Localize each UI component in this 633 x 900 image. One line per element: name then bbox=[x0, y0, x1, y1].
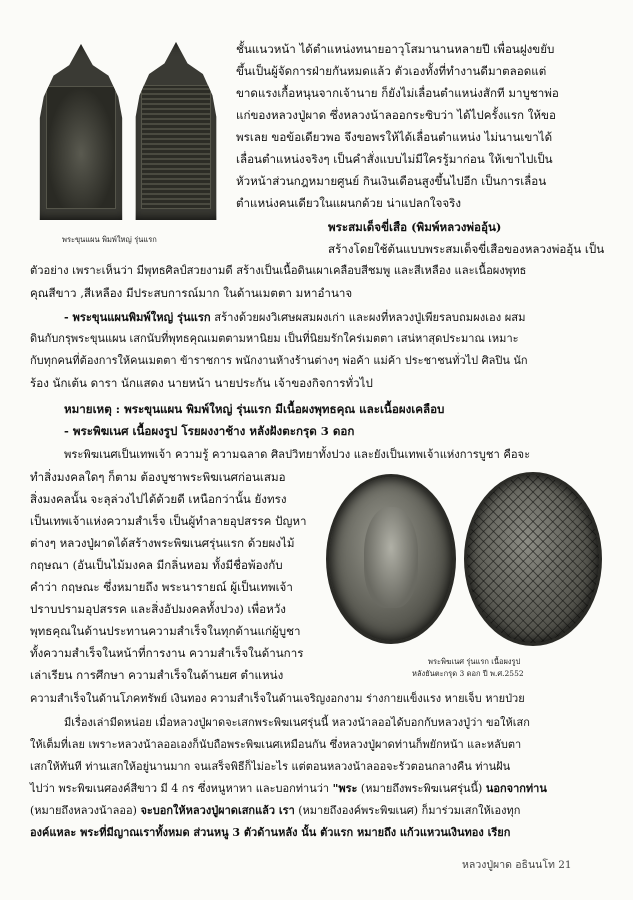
amulet-photo bbox=[28, 40, 224, 230]
para-2-line-1: สร้างโดยใช้ต้นแบบพระสมเด็จขี่เสือของหลวงพ่ออุ้น เป็น bbox=[328, 242, 605, 256]
quote-aside-2: (หมายถึงหลวงน้าลออ) bbox=[30, 804, 137, 817]
para-8: องค์แหละ พระที่มีญาณเราทั้งหมด ส่วนหนู 3 ตัวด้านหลัง นั้น ตัวแรก หมายถึง แก้วแหวนเงินทอง เรียก bbox=[30, 826, 511, 839]
para-4-line-6: คำว่า กฤษณะ ซึ่งหมายถึง พระนารายณ์ ผู้เป็นเทพเจ้า bbox=[30, 580, 293, 594]
quote-start: "พระ bbox=[332, 782, 358, 795]
amulet-front-image bbox=[32, 44, 130, 220]
para-4-line-1: ทำสิ่งมงคลใดๆ ก็ตาม ต้องบูชาพระพิฆเนศก่อนเสมอ bbox=[30, 470, 286, 484]
para-1-line-5: พรเลย ขอข้อเดียวพอ จึงขอพรให้ได้เลื่อนตำแหน่ง ไม่นานเขาได้ bbox=[236, 130, 553, 144]
para-1-line-3: ขาดแรงเกื้อหนุนจากเจ้านาย ก็ยังไม่เลื่อนตำแหน่งสักที มาบูชาพ่อ bbox=[236, 86, 559, 100]
para-1-line-8: ตำแหน่งคนเดียวในแผนกด้วย น่าแปลกใจจริง bbox=[236, 196, 462, 210]
ganesha-caption-line-2: หลังยันตะกรุด 3 ดอก ปี พ.ศ.2552 bbox=[412, 669, 524, 678]
para-3-line-1: ดินกับกรุพระขุนแผน เสกนับที่พุทธคุณเมตตามหานิยม เป็นที่นิยมรักใคร่เมตตา เสน่หาสุดประมาณ เหมาะ bbox=[30, 332, 519, 345]
quote-part-2: นอกจากท่าน bbox=[485, 782, 547, 795]
ganesha-caption-line-1: พระพิฆเนศ รุ่นแรก เนื้อผงรูป bbox=[428, 657, 521, 666]
para-7-wrap bbox=[30, 800, 520, 822]
para-6-line-1: มีเรื่องเล่ามีดหน่อย เมื่อหลวงปู่ผาดจะเสกพระพิฆเนศรุ่นนี้ หลวงน้าลออได้บอกกับหลวงปู่ว่า ขอให้เสก bbox=[64, 716, 530, 729]
para-1-line-1: ชั้นแนวหน้า ได้ตำแหน่งทนายอาวุโสมานานหลายปี เพื่อนฝูงขยับ bbox=[236, 42, 555, 56]
quote-part-3: จะบอกให้หลวงปู่ผาดเสกแล้ว เรา bbox=[140, 804, 295, 817]
para-2-line-3: คุณสีขาว ,สีเหลือง มีประสบการณ์มาก ในด้านเมตตา มหาอำนาจ bbox=[30, 286, 353, 300]
page-number: 21 bbox=[558, 859, 572, 871]
khun-paen-line bbox=[64, 306, 526, 329]
para-1-line-4: แก่ของหลวงปู่ผาด ซึ่งหลวงน้าลออกระซิบว่า ได้ไปครั้งแรก ให้ขอ bbox=[236, 108, 556, 122]
para-3-line-3: ร้อง นักเต้น ดารา นักแสดง นายหน้า นายประกัน เจ้าของกิจการทั่วไป bbox=[30, 376, 373, 390]
para-4-line-7: ปราบปรามอุปสรรค และสิ่งอัปมงคลทั้งปวง) เพื่อหวัง bbox=[30, 602, 286, 616]
para-4-line-2: สิ่งมงคลนั้น จะลุล่วงไปได้ด้วยดี เหนือกว่านั้น ยังทรง bbox=[30, 492, 287, 506]
para-6-line-3: เสกให้ทันที ท่านเสกให้อยู่นานมาก จนเสร็จพิธีก็ไม่อะไร แต่ตอนหลวงน้าลออจะรัวตอนกลางคืน ท่านฝัน bbox=[30, 760, 511, 773]
para-3-line-2: กับทุกคนที่ต้องการให้คนเมตตา ข้าราชการ พนักงานห้างร้านต่างๆ พ่อค้า แม่ค้า ประชาชนทั่วไป ศิลปิน นัก bbox=[30, 354, 528, 367]
khun-paen-desc: สร้างด้วยผงวิเศษผสมผงเก่า และผงที่หลวงปู่เพียรลบถมผงเอง ผสม bbox=[210, 311, 526, 324]
quote-aside-1: (หมายถึงพระพิฆเนศรุ่นนี้) bbox=[360, 782, 483, 795]
para-5: ความสำเร็จในด้านโภคทรัพย์ เงินทอง ความสำเร็จในด้านเจริญงอกงาม ร่างกายแข็งแรง หายเจ็บ หายป่วย bbox=[30, 692, 525, 705]
ganesha-photo bbox=[322, 468, 612, 668]
heading-somdej: พระสมเด็จขี่เสือ (พิมพ์หลวงพ่ออุ้น) bbox=[328, 220, 502, 234]
para-4-line-5: กฤษณา (อันเป็นไม้มงคล มีกลิ่นหอม ทั้งมีชื่อพ้องกับ bbox=[30, 558, 283, 572]
footer-title: หลวงปู่ผาด อธินนโท bbox=[462, 859, 555, 871]
para-4-line-3: เป็นเทพเจ้าแห่งความสำเร็จ เป็นผู้ทำลายอุปสรรค ปัญหา bbox=[30, 514, 307, 528]
ganesha-front-image bbox=[326, 474, 456, 644]
para-2-line-2: ตัวอย่าง เพราะเห็นว่า มีพุทธศิลป์สวยงามดี สร้างเป็นเนื้อดินเผาเคลือบสีชมพู และสีเหลือง และเนื้อผงพุทธ bbox=[30, 264, 527, 277]
para-1-line-6: เลื่อนตำแหน่งจริงๆ เป็นคำสั่งแบบไม่มีใครรู้มาก่อน ให้เขาไปเป็น bbox=[236, 152, 553, 166]
para-4-line-4: ต่างๆ หลวงปู่ผาดได้สร้างพระพิฆเนศรุ่นแรก ด้วยผงไม้ bbox=[30, 536, 295, 550]
para-1-line-7: หัวหน้าส่วนกฎหมายศูนย์ กินเงินเดือนสูงขึ้นไปอีก เป็นการเลื่อน bbox=[236, 174, 547, 188]
amulet-back-image bbox=[128, 42, 224, 220]
amulet-caption: พระขุนแผน พิมพ์ใหญ่ รุ่นแรก bbox=[62, 235, 157, 244]
para-4-intro: พระพิฆเนศเป็นเทพเจ้า ความรู้ ความฉลาด ศิลปวิทยาทั้งปวง และยังเป็นเทพเจ้าแห่งการบูชา คือจะ bbox=[64, 448, 531, 461]
footer-running-title bbox=[462, 854, 572, 876]
quote-part-4: ก็มาร่วมเสกให้เองทุก bbox=[421, 804, 521, 817]
note-line: หมายเหตุ : พระขุนแผน พิมพ์ใหญ่ รุ่นแรก มีเนื้อผงพุทธคุณ และเนื้อผงเคลือบ bbox=[64, 402, 445, 416]
para-6-line-4: ไปว่า พระพิฆเนศองค์สีขาว มี 4 กร ซึ่งหนูหาหา และบอกท่านว่า bbox=[30, 782, 330, 795]
para-4-line-8: พุทธคุณในด้านประทานความสำเร็จในทุกด้านแก่ผู้บูชา bbox=[30, 624, 301, 638]
ganesha-back-image bbox=[464, 472, 602, 646]
para-6-line-4-wrap bbox=[30, 778, 547, 800]
para-4-line-10: เล่าเรียน การศึกษา ความสำเร็จในด้านยศ ตำแหน่ง bbox=[30, 668, 284, 682]
para-1-line-2: ขึ้นเป็นผู้จัดการฝ่ายกันหมดแล้ว ตัวเองทั้งที่ทำงานดีมาตลอดแต่ bbox=[236, 64, 547, 78]
heading-khun-paen: - พระขุนแผนพิมพ์ใหญ่ รุ่นแรก bbox=[64, 310, 211, 324]
heading-ganesha: - พระพิฆเนศ เนื้อผงรูป โรยผงงาช้าง หลังฝังตะกรุด 3 ดอก bbox=[64, 424, 355, 438]
quote-aside-3: (หมายถึงองค์พระพิฆเนศ) bbox=[298, 804, 419, 817]
para-6-line-2: ให้เต็มที่เลย เพราะหลวงน้าลออเองก็นับถือพระพิฆเนศเหมือนกัน ซึ่งหลวงปู่ผาดท่านก็พยักหน้า และหลับตา bbox=[30, 738, 522, 751]
para-4-line-9: ทั้งความสำเร็จในหน้าที่การงาน ความสำเร็จในด้านการ bbox=[30, 646, 304, 660]
